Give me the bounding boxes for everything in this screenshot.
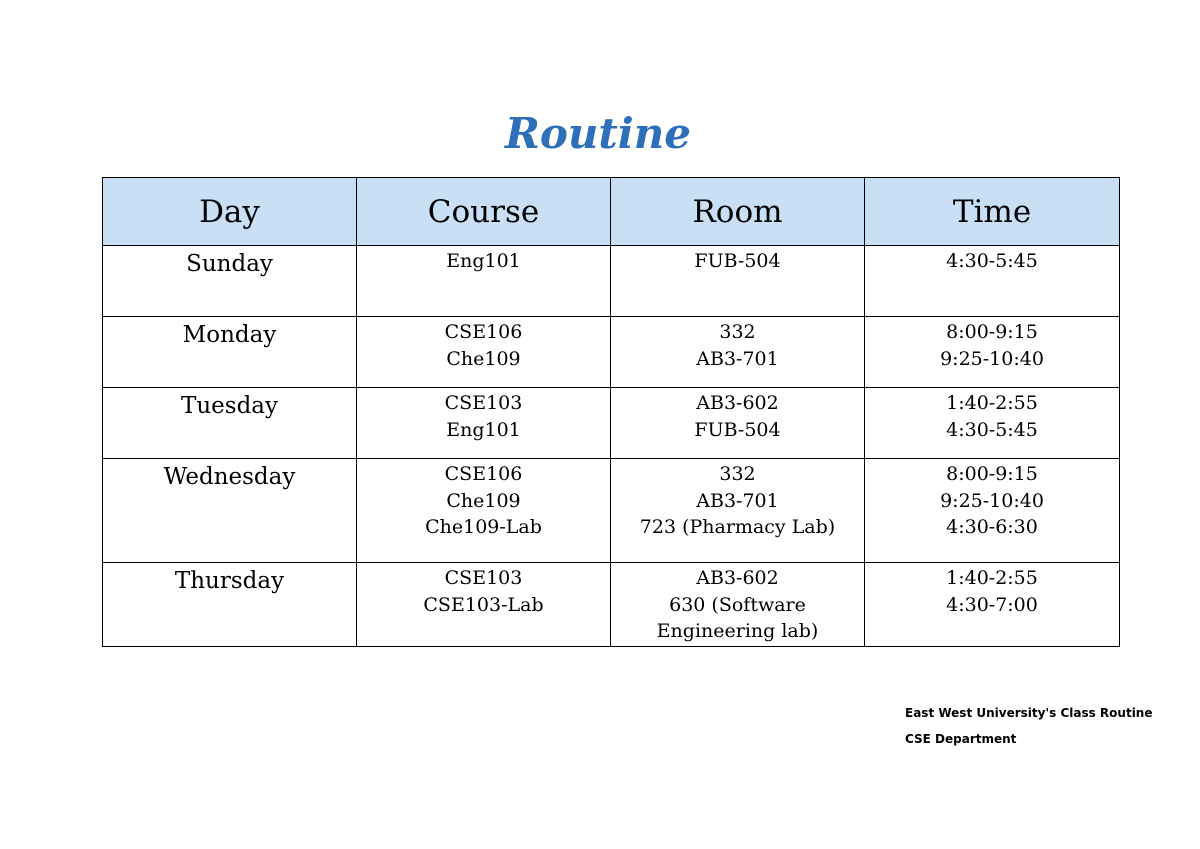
time-item: 9:25-10:40 — [940, 489, 1044, 512]
course-item: CSE103-Lab — [423, 593, 544, 616]
course-cell — [357, 563, 611, 647]
footer-department: CSE Department — [905, 732, 1017, 746]
header-row — [103, 178, 1120, 246]
room-cell — [611, 388, 865, 459]
time-cell — [865, 563, 1120, 647]
room-item: AB3-701 — [696, 489, 779, 512]
time-cell — [865, 459, 1120, 563]
course-cell — [357, 388, 611, 459]
table-row — [103, 317, 1120, 388]
course-cell — [357, 246, 611, 317]
time-cell — [865, 388, 1120, 459]
routine-table — [102, 177, 1120, 647]
footer-note — [905, 700, 1152, 752]
page-title: Routine — [504, 109, 692, 158]
table-row — [103, 563, 1120, 647]
header-time: Time — [865, 178, 1120, 246]
time-item: 1:40-2:55 — [946, 392, 1038, 414]
room-item: Engineering lab) — [656, 620, 819, 643]
day-cell: Sunday — [103, 246, 357, 317]
room-item: AB3-701 — [696, 347, 779, 370]
day-cell: Wednesday — [103, 459, 357, 563]
time-item: 4:30-5:45 — [946, 418, 1038, 441]
course-item: CSE106 — [444, 463, 523, 485]
time-cell — [865, 246, 1120, 317]
room-cell — [611, 459, 865, 563]
room-item: AB3-602 — [696, 567, 779, 589]
time-item: 8:00-9:15 — [946, 463, 1038, 485]
time-item: 4:30-7:00 — [946, 593, 1038, 616]
course-cell — [357, 459, 611, 563]
header-room: Room — [611, 178, 865, 246]
room-item: 630 (Software — [669, 593, 806, 616]
course-item: CSE103 — [444, 567, 523, 589]
day-cell: Tuesday — [103, 388, 357, 459]
room-item: 723 (Pharmacy Lab) — [639, 516, 836, 539]
course-item: Che109 — [446, 347, 521, 370]
room-cell — [611, 563, 865, 647]
time-item: 8:00-9:15 — [946, 321, 1038, 343]
header-day: Day — [103, 178, 357, 246]
time-item: 9:25-10:40 — [940, 347, 1044, 370]
room-item: FUB-504 — [694, 418, 781, 441]
course-item: CSE103 — [444, 392, 523, 414]
room-item: 332 — [719, 463, 756, 485]
table-row — [103, 388, 1120, 459]
room-cell — [611, 246, 865, 317]
day-cell: Monday — [103, 317, 357, 388]
time-item: 4:30-6:30 — [946, 516, 1038, 539]
header-course: Course — [357, 178, 611, 246]
course-item: Eng101 — [446, 418, 521, 441]
footer-university: East West University's Class Routine — [905, 706, 1153, 720]
course-cell — [357, 317, 611, 388]
course-item: Eng101 — [446, 250, 521, 272]
course-item: Che109 — [446, 489, 521, 512]
room-item: 332 — [719, 321, 756, 343]
table-row — [103, 459, 1120, 563]
room-item: AB3-602 — [696, 392, 779, 414]
room-item: FUB-504 — [694, 250, 781, 272]
time-item: 4:30-5:45 — [946, 250, 1038, 272]
time-cell — [865, 317, 1120, 388]
room-cell — [611, 317, 865, 388]
time-item: 1:40-2:55 — [946, 567, 1038, 589]
course-item: Che109-Lab — [425, 516, 542, 539]
day-cell: Thursday — [103, 563, 357, 647]
course-item: CSE106 — [444, 321, 523, 343]
table-row — [103, 246, 1120, 317]
